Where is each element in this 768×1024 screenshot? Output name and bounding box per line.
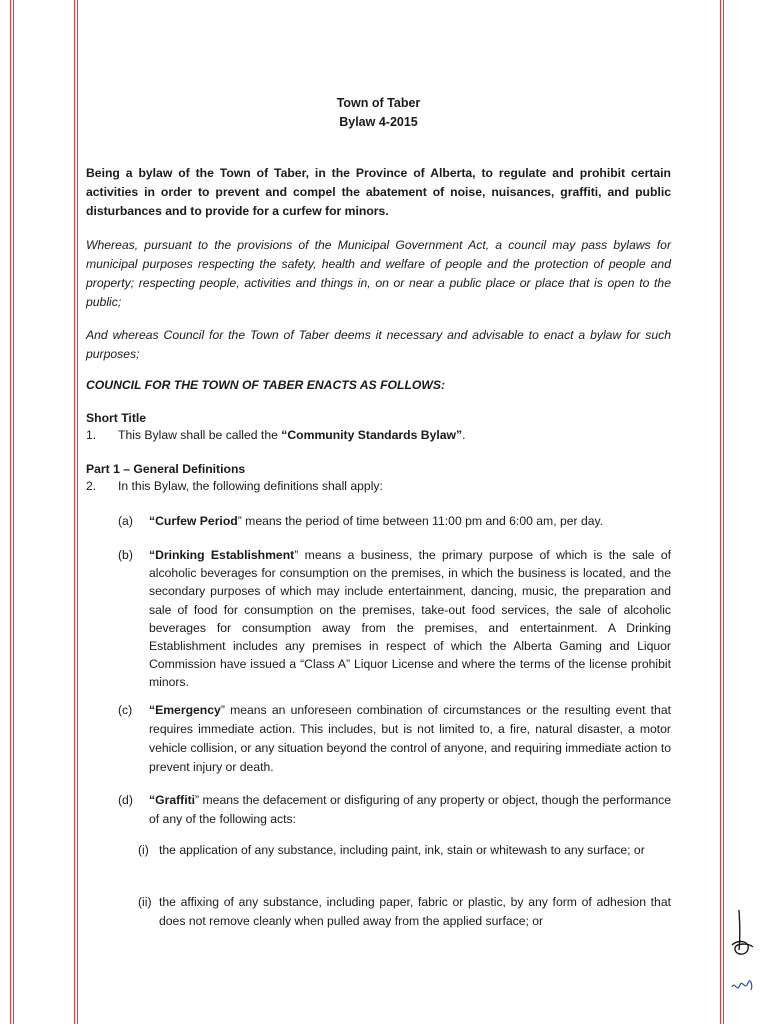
short-title-heading: Short Title [86, 411, 147, 425]
left-margin-line-outer [10, 0, 11, 1024]
definition-curfew-period [118, 513, 671, 531]
bylaw-number: Bylaw 4-2015 [339, 115, 418, 129]
definition-drinking-establishment [118, 546, 671, 692]
definition-graffiti [118, 791, 671, 829]
whereas-paragraph-1: Whereas, pursuant to the provisions of the Municipal Government Act, a council may pass bylaws for municipal purposes respecting the safety, health and welfare of people and the protection of people and property; respecting people, activities and things in, on or near a public place or place that is open to the public; [86, 238, 671, 309]
section-2-intro: In this Bylaw, the following definitions shall apply: [118, 479, 383, 493]
town-name: Town of Taber [336, 96, 421, 110]
section-1 [86, 427, 671, 445]
right-margin-line-1 [720, 0, 721, 1024]
subitem-text: the affixing of any substance, including paper, fabric or plastic, by any form of adhesion that does not remove cleanly when pulled away from the applied surface; or [159, 895, 671, 928]
definition-term: “Emergency [149, 703, 221, 717]
definition-body: ” means a business, the primary purpose of which is the sale of alcoholic beverages for consumption on the premises, in which the business is located, and the secondary purposes of which may include entertainment, dancing, music, the preparation and sale of food for consumption on the premises, take-out food services, the sale of alcoholic beverages for consumption away from the premises, and entertainment. A Drinking Establishment includes any premises in respect of which the Alberta Gaming and Liquor Commission have issued a “Class A” Liquor License and where the terms of the license prohibit minors. [149, 548, 671, 690]
definition-label: (a) [118, 514, 133, 528]
definition-body: ” means an unforeseen combination of circumstances or the resulting event that requires immediate action. This includes, but is not limited to, a fire, natural disaster, a motor vehicle collision, or any situation beyond the control of anyone, and requiring immediate action to prevent injury or death. [149, 703, 671, 774]
section-1-text-after: . [462, 428, 466, 442]
graffiti-subitem-ii [138, 893, 671, 931]
section-1-text-before: This Bylaw shall be called the [118, 428, 282, 442]
graffiti-subitem-i [138, 841, 671, 860]
definition-body: ” means the defacement or disfiguring of any property or object, though the performance of any of the following acts: [149, 793, 671, 826]
part1-heading: Part 1 – General Definitions [86, 462, 246, 476]
left-margin-line-inner [13, 0, 14, 1024]
whereas-paragraph-2: And whereas Council for the Town of Taber deems it necessary and advisable to enact a bylaw for such purposes; [86, 328, 671, 361]
section-1-number: 1. [86, 428, 97, 442]
subitem-text: the application of any substance, including paint, ink, stain or whitewash to any surface; or [159, 843, 645, 857]
purpose-paragraph: Being a bylaw of the Town of Taber, in the Province of Alberta, to regulate and prohibit certain activities in order to prevent and compel the abatement of noise, nuisances, graffiti, and public disturbances and to provide for a curfew for minors. [86, 166, 671, 218]
handwritten-initials-icon [726, 905, 760, 1005]
definition-term: “Graffiti [149, 793, 196, 807]
left-margin-line-3 [74, 0, 75, 1024]
bylaw-short-name: “Community Standards Bylaw” [281, 428, 463, 442]
definition-emergency [118, 701, 671, 777]
right-margin-line-2 [723, 0, 724, 1024]
document-title [86, 94, 671, 132]
definition-term: “Drinking Establishment [149, 548, 295, 562]
definition-body: ” means the period of time between 11:00 pm and 6:00 am, per day. [237, 514, 604, 528]
definition-label: (b) [118, 548, 133, 562]
definition-label: (c) [118, 703, 133, 717]
definition-term: “Curfew Period [149, 514, 238, 528]
enacts-heading: COUNCIL FOR THE TOWN OF TABER ENACTS AS FOLLOWS: [86, 378, 446, 392]
definition-label: (d) [118, 793, 133, 807]
subitem-label: (ii) [138, 895, 152, 909]
subitem-label: (i) [138, 843, 149, 857]
left-margin-line-4 [77, 0, 78, 1024]
section-2 [86, 478, 671, 496]
section-1-text [118, 428, 465, 442]
section-2-number: 2. [86, 479, 97, 493]
